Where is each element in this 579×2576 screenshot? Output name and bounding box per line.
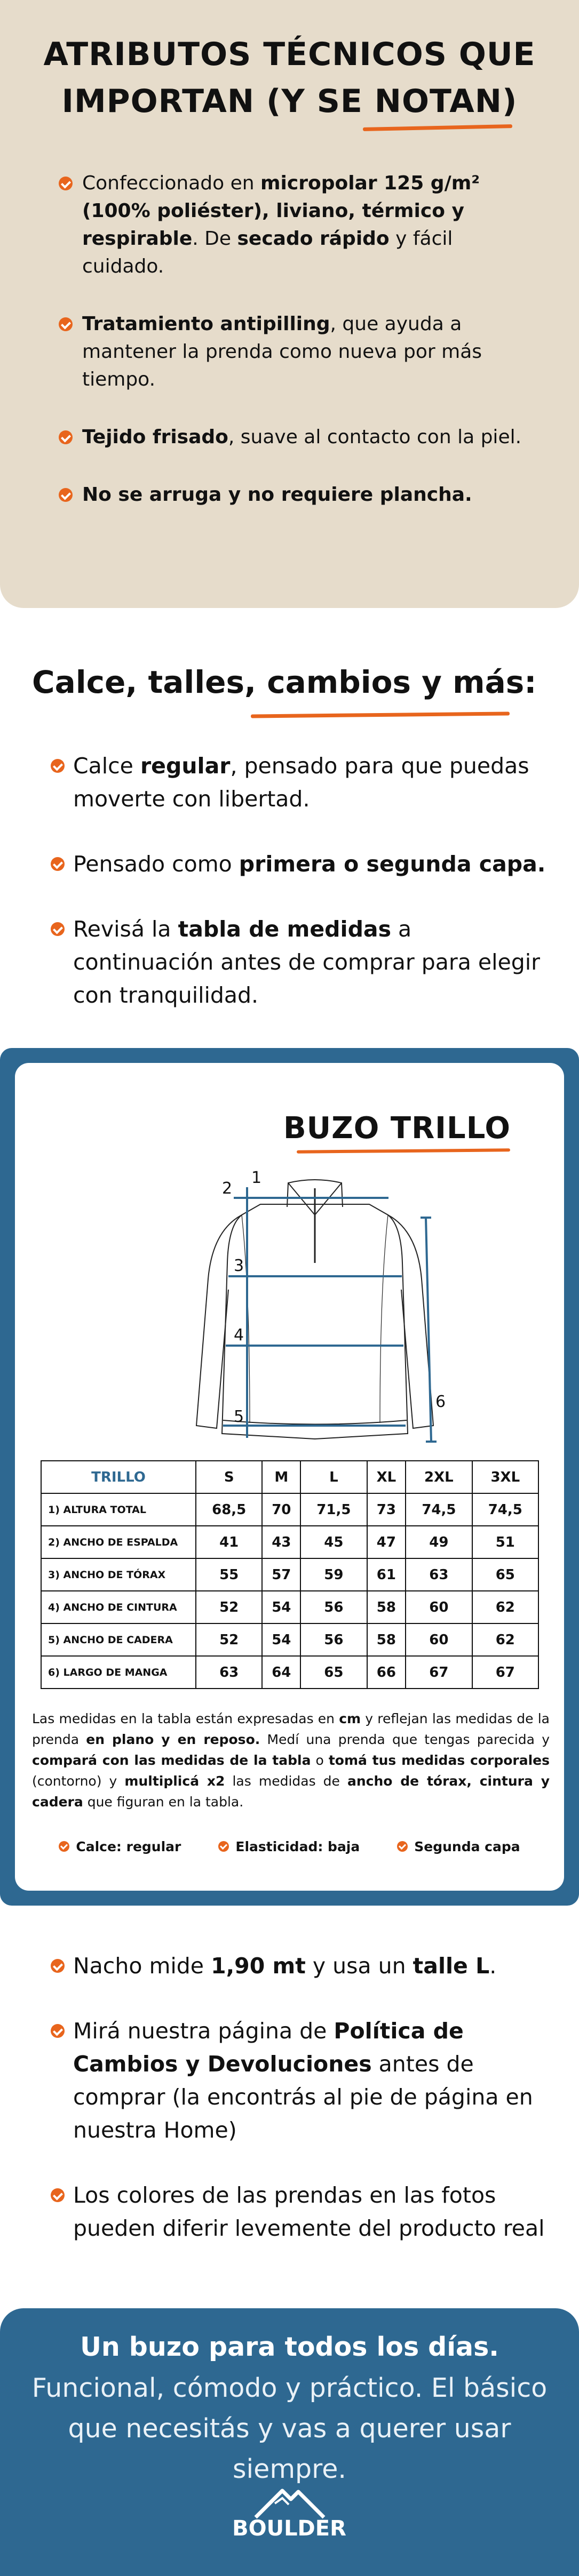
label-2: 2 [222, 1179, 233, 1198]
footer-body: Funcional, cómodo y práctico. El básico que necesitás y vas a querer usar siempre. [31, 2373, 548, 2484]
table-row [41, 1656, 538, 1689]
column-header: S [196, 1461, 262, 1493]
boulder-logo [223, 2479, 356, 2543]
table-cell: 56 [300, 1591, 367, 1623]
list-item: Revisá la tabla de medidas a continuación antes de comprar para elegir con tranquilidad. [51, 913, 552, 1012]
table-header-row [41, 1461, 538, 1493]
label-5: 5 [234, 1407, 244, 1426]
check-circle-icon [59, 177, 73, 190]
label-6: 6 [435, 1393, 446, 1411]
label-1: 1 [251, 1169, 262, 1187]
table-cell: 64 [262, 1656, 300, 1689]
table-cell: 68,5 [196, 1493, 262, 1526]
list-item: Nacho mide 1,90 mt y usa un talle L. [51, 1949, 563, 1982]
row-label: 2) ANCHO DE ESPALDA [41, 1526, 196, 1558]
table-cell: 41 [196, 1526, 262, 1558]
row-label: 1) ALTURA TOTAL [41, 1493, 196, 1526]
fit-title-underline [251, 711, 510, 718]
check-circle-icon [51, 2188, 65, 2202]
table-cell: 67 [406, 1656, 472, 1689]
column-header: M [262, 1461, 300, 1493]
table-cell: 54 [262, 1591, 300, 1623]
size-table [41, 1460, 539, 1689]
table-cell: 74,5 [472, 1493, 538, 1526]
column-header: L [300, 1461, 367, 1493]
check-circle-icon [59, 430, 73, 444]
table-cell: 67 [472, 1656, 538, 1689]
table-cell: 70 [262, 1493, 300, 1526]
table-cell: 47 [367, 1526, 406, 1558]
label-4: 4 [234, 1326, 244, 1345]
check-circle-icon [51, 922, 65, 936]
table-cell: 56 [300, 1623, 367, 1656]
mountain-logo-icon [223, 2479, 356, 2522]
sweater-outline-icon [196, 1180, 433, 1439]
logo-text: BOULDER [232, 2516, 346, 2541]
label-3: 3 [234, 1257, 244, 1275]
table-cell: 63 [196, 1656, 262, 1689]
table-row [41, 1558, 538, 1591]
column-header: TRILLO [41, 1461, 196, 1493]
table-cell: 52 [196, 1591, 262, 1623]
table-cell: 66 [367, 1656, 406, 1689]
row-label: 4) ANCHO DE CINTURA [41, 1591, 196, 1623]
size-chart-title-underline [297, 1148, 510, 1153]
table-cell: 74,5 [406, 1493, 472, 1526]
table-cell: 63 [406, 1558, 472, 1591]
column-header: 2XL [406, 1461, 472, 1493]
title-line-2b: (Y SE NOTAN) [266, 83, 518, 120]
size-chart-card [15, 1063, 564, 1891]
table-cell: 62 [472, 1623, 538, 1656]
check-circle-icon [51, 759, 65, 773]
size-chart-section [0, 1048, 579, 1906]
table-cell: 59 [300, 1558, 367, 1591]
garment-features [15, 1839, 564, 1854]
table-cell: 58 [367, 1591, 406, 1623]
list-item: Tejido frisado, suave al contacto con la piel. [59, 423, 528, 451]
table-cell: 65 [472, 1558, 538, 1591]
check-circle-icon [51, 2024, 65, 2038]
technical-attributes-list [59, 170, 528, 539]
table-cell: 73 [367, 1493, 406, 1526]
list-item: Los colores de las prendas en las fotos pueden diferir levemente del producto real [51, 2179, 563, 2245]
check-circle-icon [397, 1841, 408, 1852]
footer-banner [0, 2308, 579, 2576]
table-cell: 60 [406, 1591, 472, 1623]
table-row [41, 1526, 538, 1558]
check-circle-icon [59, 317, 73, 331]
table-cell: 57 [262, 1558, 300, 1591]
table-cell: 62 [472, 1591, 538, 1623]
table-cell: 52 [196, 1623, 262, 1656]
check-circle-icon [218, 1841, 229, 1852]
check-circle-icon [59, 1841, 69, 1852]
more-info-list [51, 1949, 563, 2277]
title-line-2a: IMPORTAN [61, 83, 266, 120]
table-cell: 65 [300, 1656, 367, 1689]
feature-chip: Calce: regular [59, 1839, 181, 1854]
check-circle-icon [59, 488, 73, 502]
footer-headline: Un buzo para todos los días. [80, 2332, 499, 2362]
table-cell: 61 [367, 1558, 406, 1591]
table-cell: 60 [406, 1623, 472, 1656]
fit-section-title: Calce, talles, cambios y más: [32, 664, 537, 700]
feature-chip: Elasticidad: baja [218, 1839, 360, 1854]
title-underline [363, 124, 512, 131]
technical-attributes-section [0, 0, 579, 608]
title-line-1: ATRIBUTOS TÉCNICOS QUE [43, 36, 536, 73]
row-label: 5) ANCHO DE CADERA [41, 1623, 196, 1656]
table-row [41, 1493, 538, 1526]
list-item: Pensado como primera o segunda capa. [51, 847, 552, 881]
row-label: 6) LARGO DE MANGA [41, 1656, 196, 1689]
table-cell: 45 [300, 1526, 367, 1558]
check-circle-icon [51, 1959, 65, 1973]
table-cell: 71,5 [300, 1493, 367, 1526]
table-cell: 55 [196, 1558, 262, 1591]
sweater-measurement-diagram [175, 1156, 453, 1455]
technical-attributes-title [0, 31, 579, 125]
row-label: 3) ANCHO DE TÓRAX [41, 1558, 196, 1591]
list-item: Calce regular, pensado para que puedas moverte con libertad. [51, 749, 552, 815]
list-item: Mirá nuestra página de Política de Cambios y Devoluciones antes de comprar (la encontrás al pie de página en nuestra Home) [51, 2014, 563, 2147]
fit-list [51, 749, 552, 1044]
column-header: 3XL [472, 1461, 538, 1493]
table-cell: 49 [406, 1526, 472, 1558]
size-chart-title: BUZO TRILLO [283, 1111, 511, 1146]
table-row [41, 1623, 538, 1656]
list-item: Tratamiento antipilling, que ayuda a mantener la prenda como nueva por más tiempo. [59, 310, 528, 394]
column-header: XL [367, 1461, 406, 1493]
table-cell: 54 [262, 1623, 300, 1656]
table-cell: 51 [472, 1526, 538, 1558]
measurement-note: Las medidas en la tabla están expresadas en cm y reflejan las medidas de la prenda en plano y en reposo. Medí una prenda que tengas parecida y compará con las medidas de la tabla o tomá tus medidas corporales (contorno) y multiplicá x2 las medidas de ancho de tórax, cintura y cadera que figuran en la tabla. [32, 1711, 550, 1810]
table-row [41, 1591, 538, 1623]
check-circle-icon [51, 857, 65, 871]
table-cell: 58 [367, 1623, 406, 1656]
list-item: Confeccionado en micropolar 125 g/m² (100% poliéster), liviano, térmico y respirable. De secado rápido y fácil cuidado. [59, 170, 528, 281]
table-cell: 43 [262, 1526, 300, 1558]
feature-chip: Segunda capa [397, 1839, 520, 1854]
list-item: No se arruga y no requiere plancha. [59, 481, 528, 509]
